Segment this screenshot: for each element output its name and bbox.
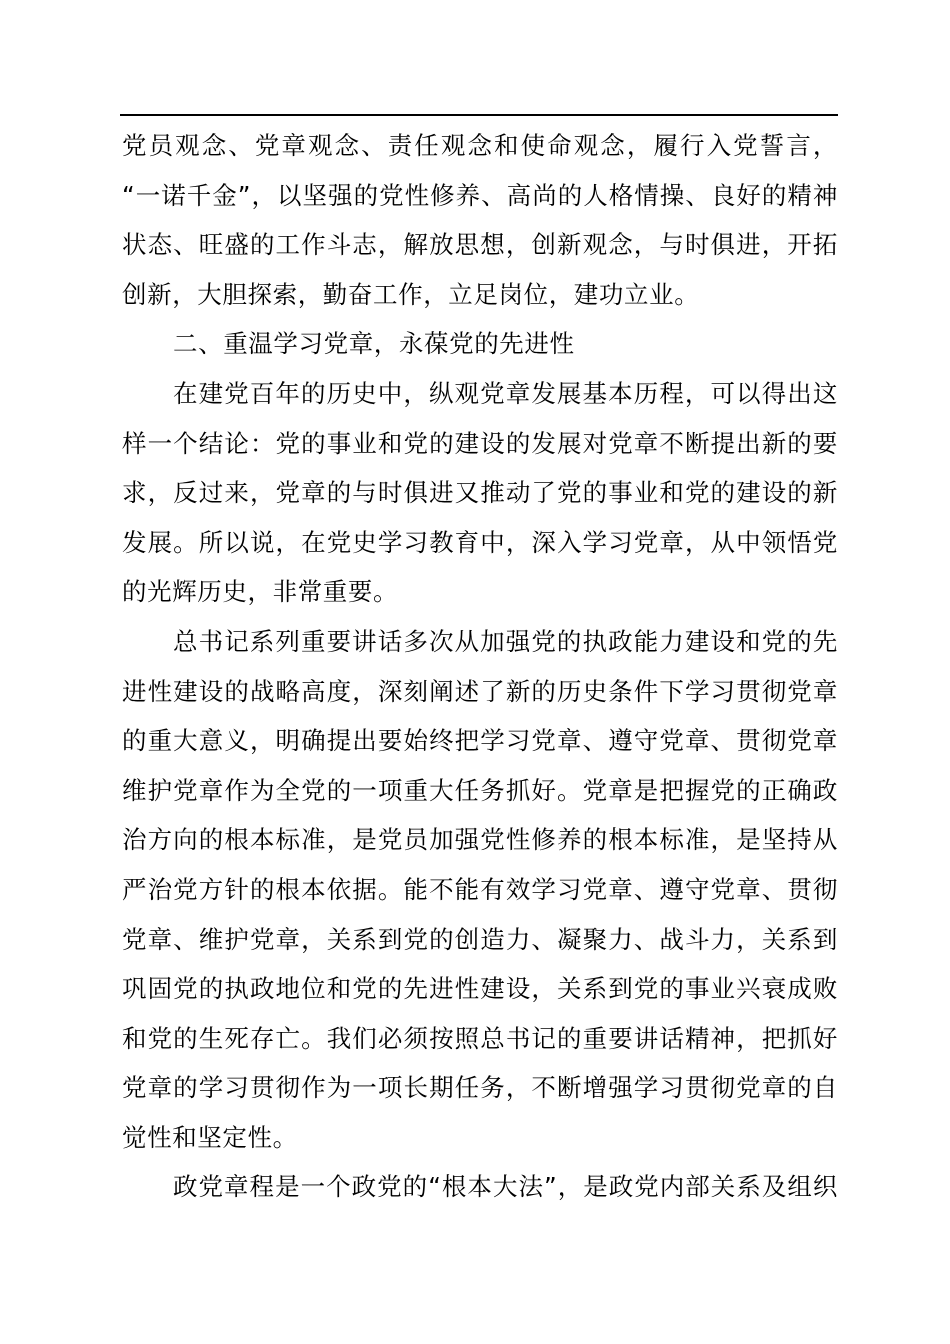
text-line: 党员观念、党章观念、责任观念和使命观念，履行入党誓言， <box>122 131 838 160</box>
heading-text: 二、重温学习党章，永葆党的先进性 <box>173 329 575 359</box>
text-line: 求，反过来，党章的与时俱进又推动了党的事业和党的建设的新 <box>122 478 838 508</box>
header-rule <box>120 114 838 116</box>
text-line: 创新，大胆探索，勤奋工作，立足岗位，建功立业。 <box>122 279 700 309</box>
text-line: 样一个结论：党的事业和党的建设的发展对党章不断提出新的要 <box>122 428 838 458</box>
text-line: 党章的学习贯彻作为一项长期任务，不断增强学习贯彻党章的自 <box>122 1073 838 1103</box>
text-line: “一诺千金”，以坚强的党性修养、高尚的人格情操、良好的精神 <box>122 180 838 210</box>
text-line: 在建党百年的历史中，纵观党章发展基本历程，可以得出这 <box>173 378 838 408</box>
section-heading <box>122 319 838 369</box>
text-line: 状态、旺盛的工作斗志，解放思想，创新观念，与时俱进，开拓 <box>122 230 838 260</box>
text-line: 总书记系列重要讲话多次从加强党的执政能力建设和党的先 <box>173 626 838 656</box>
paragraph-4 <box>122 1162 838 1212</box>
text-line: 维护党章作为全党的一项重大任务抓好。党章是把握党的正确政 <box>122 775 838 805</box>
paragraph-1 <box>122 121 838 319</box>
text-line: 严治党方针的根本依据。能不能有效学习党章、遵守党章、贯彻 <box>122 874 838 904</box>
paragraph-2 <box>122 369 838 617</box>
text-line: 治方向的根本标准，是党员加强党性修养的根本标准，是坚持从 <box>122 825 838 855</box>
text-line: 和党的生死存亡。我们必须按照总书记的重要讲话精神，把抓好 <box>122 1023 838 1053</box>
text-line: 的重大意义，明确提出要始终把学习党章、遵守党章、贯彻党章 <box>122 726 838 756</box>
text-line: 发展。所以说，在党史学习教育中，深入学习党章，从中领悟党 <box>122 527 838 557</box>
text-line: 进性建设的战略高度，深刻阐述了新的历史条件下学习贯彻党章 <box>122 676 838 706</box>
text-line: 党章、维护党章，关系到党的创造力、凝聚力、战斗力，关系到 <box>122 924 838 954</box>
paragraph-3 <box>122 617 838 1163</box>
document-body <box>122 121 838 1212</box>
text-line: 政党章程是一个政党的“根本大法”，是政党内部关系及组织 <box>173 1172 838 1202</box>
text-line: 觉性和坚定性。 <box>122 1122 298 1152</box>
text-line: 巩固党的执政地位和党的先进性建设，关系到党的事业兴衰成败 <box>122 974 838 1004</box>
text-line: 的光辉历史，非常重要。 <box>122 577 399 607</box>
